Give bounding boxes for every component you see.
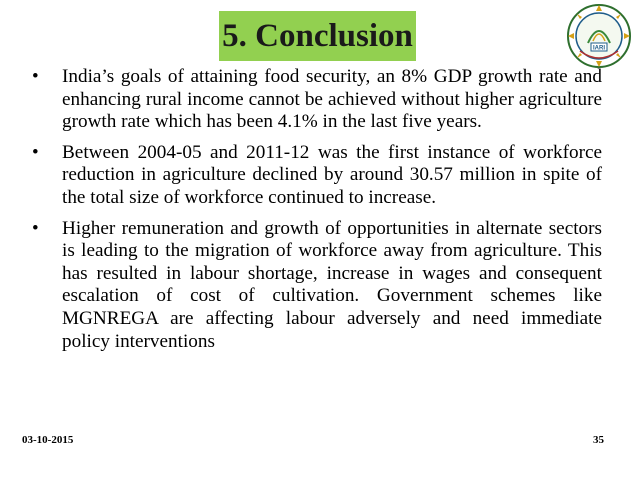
- bullet-item-1: [32, 66, 602, 134]
- bullet-text-3: Higher remuneration and growth of opportunities in alternate sectors is leading to the migration of workforce away from agriculture. This has resulted in labour shortage, increase in wages and consequent escalation of cost of cultivation. Government schemes like MGNREGA are affecting labour adversely and need immediate policy interventions: [62, 217, 602, 352]
- page-title: 5. Conclusion: [222, 17, 413, 54]
- bullet-text-2: Between 2004-05 and 2011-12 was the first instance of workforce reduction in agriculture declined by around 30.57 million in spite of the total size of workforce continued to increase.: [62, 141, 602, 208]
- title-banner: [219, 11, 416, 61]
- bullet-text-1: India’s goals of attaining food security, an 8% GDP growth rate and enhancing rural income cannot be achieved without higher agriculture growth rate which has been 4.1% in the last five years.: [62, 66, 602, 133]
- footer-date: 03-10-2015: [22, 434, 74, 446]
- bullet-dot-icon: •: [32, 66, 39, 87]
- bullet-item-3: [32, 218, 602, 354]
- bullet-item-2: [32, 142, 602, 210]
- bullet-dot-icon: •: [32, 141, 39, 163]
- page-number: 35: [593, 434, 604, 446]
- institute-seal-icon: [566, 3, 632, 69]
- logo-center-text: IARI: [593, 45, 605, 52]
- bullet-list: [32, 66, 602, 361]
- bullet-dot-icon: •: [32, 217, 39, 239]
